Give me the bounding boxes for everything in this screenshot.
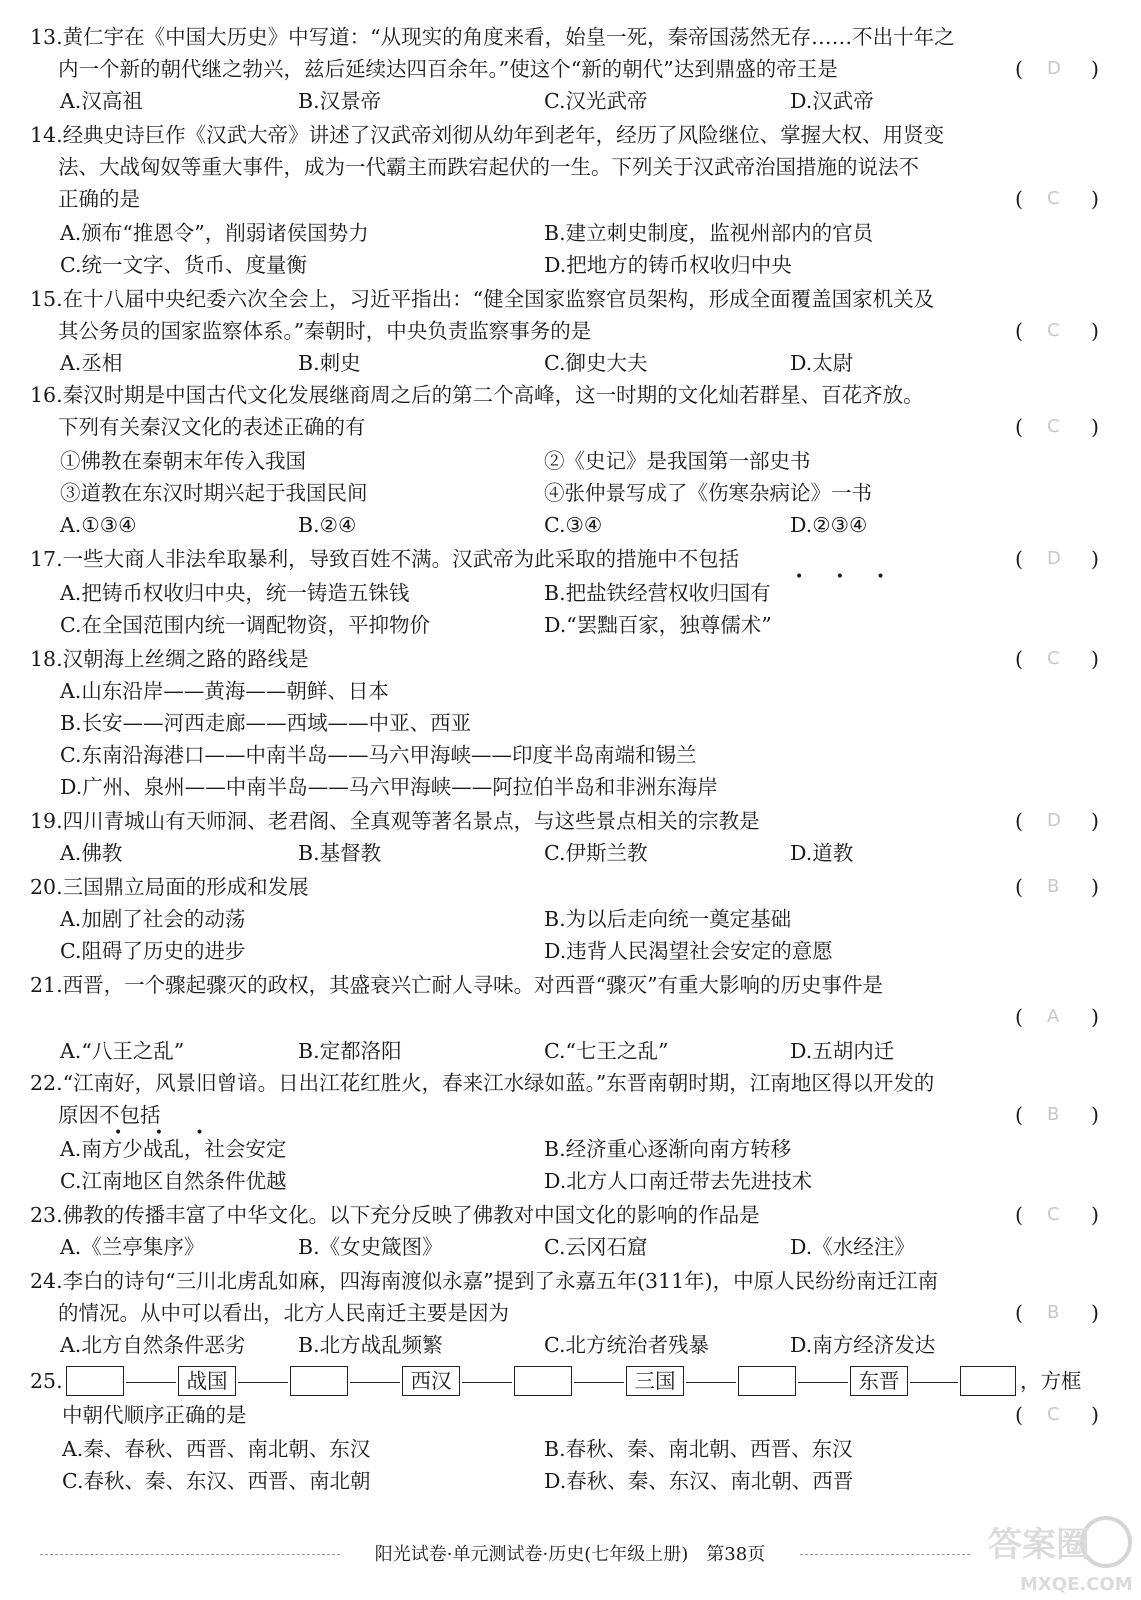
q25-option-a: A.秦、春秋、西晋、南北朝、东汉 [62, 1437, 371, 1461]
q13-stem-line2: 内一个新的朝代继之勃兴，兹后延续达四百余年。”使这个“新的朝代”达到鼎盛的帝王是 [58, 57, 838, 81]
q16-item-3: ③道教在东汉时期兴起于我国民间 [60, 481, 368, 505]
q13-option-c: C.汉光武帝 [544, 89, 648, 113]
q24-option-b: B.北方战乱频繁 [298, 1333, 443, 1357]
q25-option-c: C.春秋、秦、东汉、西晋、南北朝 [62, 1469, 371, 1493]
q18-option-b: B.长安——河西走廊——西域——中亚、西亚 [60, 711, 472, 735]
timeline-dash [686, 1382, 736, 1383]
timeline-dash [798, 1382, 848, 1383]
q25-option-b: B.春秋、秦、南北朝、西晋、东汉 [544, 1437, 853, 1461]
timeline-dash [462, 1382, 512, 1383]
q21-option-d: D.五胡内迁 [790, 1039, 895, 1063]
blank-box-3 [514, 1366, 572, 1396]
blank-box-2 [290, 1366, 348, 1396]
timeline-dash [350, 1382, 400, 1383]
q19-option-a: A.佛教 [60, 841, 123, 865]
q22-stem-line1: 22.“江南好，风景旧曾谙。日出江花红胜火，春来江水绿如蓝。”东晋南朝时期，江南地区得以开发的 [30, 1071, 935, 1095]
q15-option-a: A.丞相 [60, 351, 123, 375]
dynasty-box-dongjin: 东晋 [850, 1366, 908, 1396]
q17-option-b: B.把盐铁经营权收归国有 [544, 581, 771, 605]
q16-stem-line1: 16.秦汉时期是中国古代文化发展继商周之后的第二个高峰，这一时期的文化灿若群星、百花齐放。 [30, 383, 924, 407]
timeline-dash [126, 1382, 176, 1383]
q17-option-d: D.“罢黜百家，独尊儒术” [544, 613, 772, 637]
q15-stem-line2: 其公务员的国家监察体系。”秦朝时，中央负责监察事务的是 [58, 319, 592, 343]
q19-option-b: B.基督教 [298, 841, 382, 865]
watermark-icon [980, 1500, 1140, 1600]
q19-option-d: D.道教 [790, 841, 854, 865]
q14-option-b: B.建立刺史制度，监视州部内的官员 [544, 221, 874, 245]
emphasis-dots: • • • [114, 1125, 218, 1141]
q24-option-a: A.北方自然条件恶劣 [60, 1333, 246, 1357]
dynasty-box-xihan: 西汉 [402, 1366, 460, 1396]
dynasty-box-zhanguo: 战国 [178, 1366, 236, 1396]
q24-stem-line1: 24.李白的诗句“三川北虏乱如麻，四海南渡似永嘉”提到了永嘉五年(311年)，中原人民纷纷南迁江南 [30, 1269, 939, 1293]
q22-stem-line2: 原因不包括 [58, 1103, 161, 1127]
timeline-dash [238, 1382, 288, 1383]
q24-stem-line2: 的情况。从中可以看出，北方人民南迁主要是因为 [58, 1301, 509, 1325]
q21-stem-line1: 21.西晋，一个骤起骤灭的政权，其盛衰兴亡耐人寻味。对西晋“骤灭”有重大影响的历史事件是 [30, 973, 884, 997]
q23-option-b: B.《女史箴图》 [298, 1235, 443, 1259]
q18-option-a: A.山东沿岸——黄海——朝鲜、日本 [60, 679, 389, 703]
timeline-dash [910, 1382, 958, 1383]
blank-box-5 [960, 1366, 1016, 1396]
q16-item-4: ④张仲景写成了《伤寒杂病论》一书 [544, 481, 872, 505]
q19-stem-line1: 19.四川青城山有天师洞、老君阁、全真观等著名景点，与这些景点相关的宗教是 [30, 809, 760, 833]
q23-option-d: D.《水经注》 [790, 1235, 915, 1259]
q22-option-d: D.北方人口南迁带去先进技术 [544, 1169, 813, 1193]
q21-option-c: C.“七王之乱” [544, 1039, 669, 1063]
q14-stem-line2: 法、大战匈奴等重大事件，成为一代霸主而跌宕起伏的一生。下列关于汉武帝治国措施的说法不 [58, 155, 919, 179]
q16-option-b: B.②④ [298, 513, 357, 537]
q20-option-c: C.阻碍了历史的进步 [60, 939, 246, 963]
q13-option-b: B.汉景帝 [298, 89, 382, 113]
q13-option-d: D.汉武帝 [790, 89, 874, 113]
q14-option-d: D.把地方的铸币权收归中央 [544, 253, 792, 277]
q15-stem-line1: 15.在十八届中央纪委六次全会上，习近平指出：“健全国家监察官员架构，形成全面覆盖国家机关及 [30, 287, 935, 311]
q15-option-b: B.刺史 [298, 351, 361, 375]
footer-text: 阳光试卷·单元测试卷·历史(七年级上册) 第38页 [374, 1544, 766, 1565]
q25-stem-tail: ，方框 [1020, 1369, 1082, 1393]
q25-option-d: D.春秋、秦、东汉、南北朝、西晋 [544, 1469, 854, 1493]
q14-stem-line3: 正确的是 [58, 187, 140, 211]
q20-stem-line1: 20.三国鼎立局面的形成和发展 [30, 875, 309, 899]
q23-stem-line1: 23.佛教的传播丰富了中华文化。以下充分反映了佛教对中国文化的影响的作品是 [30, 1203, 760, 1227]
q22-option-b: B.经济重心逐渐向南方转移 [544, 1137, 792, 1161]
q16-option-c: C.③④ [544, 513, 603, 537]
footer-rule-left [40, 1554, 340, 1555]
footer-rule-right [800, 1554, 970, 1555]
q14-option-c: C.统一文字、货币、度量衡 [60, 253, 307, 277]
q22-option-a: A.南方少战乱，社会安定 [60, 1137, 287, 1161]
q25-number: 25. [30, 1369, 63, 1393]
q21-option-b: B.定都洛阳 [298, 1039, 402, 1063]
q18-option-d: D.广州、泉州——中南半岛——马六甲海峡——阿拉伯半岛和非洲东海岸 [60, 775, 718, 799]
emphasis-dots: • • • [795, 569, 899, 585]
q16-stem-line2: 下列有关秦汉文化的表述正确的有 [58, 415, 366, 439]
timeline-dash [574, 1382, 624, 1383]
exam-page: 13.黄仁宇在《中国大历史》中写道：“从现实的角度来看，始皇一死，秦帝国荡然无存……不出十年之 内一个新的朝代继之勃兴，兹后延续达四百余年。”使这个“新的朝代”达到鼎盛的帝王是 ( D ) A.汉高祖 B.汉景帝 C.汉光武帝 D.汉武帝 14.经典史诗巨作《汉武大帝》讲述了汉武帝刘彻从幼年到老年，经历了风险继位、掌握大权、用贤变 法、大战匈奴等重大事件，成为一代霸主而跌宕起伏的一生。下列关于汉武帝治国措施的说法不 正确的是 ( C ) A.颁布“推恩令”，削弱诸侯国势力 B.建立刺史制度，监视州部内的官员 C.统一文字、货币、度量衡 D.把地方的铸币权收归中央 15.在十八届中央纪委六次全会上，习近平指出：“健全国家监察官员架构，形成全面覆盖国家机关及 其公务员的国家监察体系。”秦朝时，中央负责监察事务的是 ( C ) A.丞相 B.刺史 C.御史大夫 D.太尉 16.秦汉时期是中国古代文化发展继商周之后的第二个高峰，这一时期的文化灿若群星、百花齐放。 下列有关秦汉文化的表述正确的有 ( C ) ①佛教在秦朝末年传入我国 ②《史记》是我国第一部史书 ③道教在东汉时期兴起于我国民间 ④张仲景写成了《伤寒杂病论》一书 A.①③④ B.②④ C.③④ D.②③④ 17.一些大商人非法牟取暴利，导致百姓不满。汉武帝为此采取的措施中不包括 • • • ( D ) A.把铸币权收归中央，统一铸造五铢钱 B.把盐铁经营权收归国有 C.在全国范围内统一调配物资，平抑物价 D.“罢黜百家，独尊儒术” 18.汉朝海上丝绸之路的路线是 ( C ) A.山东沿岸——黄海——朝鲜、日本 B.长安——河西走廊——西域——中亚、西亚 C.东南沿海港口——中南半岛——马六甲海峡——印度半岛南端和锡兰 D.广州、泉州——中南半岛——马六甲海峡——阿拉伯半岛和非洲东海岸 19.四川青城山有天师洞、老君阁、全真观等著名景点，与这些景点相关的宗教是 ( D ) A.佛教 B.基督教 C.伊斯兰教 D.道教 20.三国鼎立局面的形成和发展 ( B ) A.加剧了社会的动荡 B.为以后走向统一奠定基础 C.阻碍了历史的进步 D.违背人民渴望社会安定的意愿 21.西晋，一个骤起骤灭的政权，其盛衰兴亡耐人寻味。对西晋“骤灭”有重大影响的历史事件是 ( A ) A.“八王之乱” B.定都洛阳 C.“七王之乱” D.五胡内迁 22.“江南好，风景旧曾谙。日出江花红胜火，春来江水绿如蓝。”东晋南朝时期，江南地区得以开发的 原因不包括 • • • ( B ) A.南方少战乱，社会安定 B.经济重心逐渐向南方转移 C.江南地区自然条件优越 D.北方人口南迁带去先进技术 23.佛教的传播丰富了中华文化。以下充分反映了佛教对中国文化的影响的作品是 ( C ) A.《兰亭集序》 B.《女史箴图》 C.云冈石窟 D.《水经注》 24.李白的诗句“三川北虏乱如麻，四海南渡似永嘉”提到了永嘉五年(311年)，中原人民纷纷南迁江南 的情况。从中可以看出，北方人民南迁主要是因为 ( B ) A.北方自然条件恶劣 B.北方战乱频繁 C.北方统治者残暴 D.南方经济发达 25. 战国 西汉 三国 东晋 ，方框 中朝代顺序正确的是 ( C ) A.秦、春秋、西晋、南北朝、东汉 B.春秋、秦、南北朝、西晋、东汉 C.春秋、秦、东汉、西晋、南北朝 D.春秋、秦、东汉、南北朝、西晋 阳光试卷·单元测试卷·历史(七年级上册) 第38页 答案圈 MXQE.COM [0, 0, 1141, 1600]
q15-option-c: C.御史大夫 [544, 351, 648, 375]
watermark-logo [980, 1500, 1140, 1600]
q23-option-c: C.云冈石窟 [544, 1235, 648, 1259]
q17-option-c: C.在全国范围内统一调配物资，平抑物价 [60, 613, 430, 637]
q16-option-a: A.①③④ [60, 513, 137, 537]
blank-box-4 [738, 1366, 796, 1396]
q19-option-c: C.伊斯兰教 [544, 841, 648, 865]
q13-stem-line1: 13.黄仁宇在《中国大历史》中写道：“从现实的角度来看，始皇一死，秦帝国荡然无存……不出十年之 [30, 25, 955, 49]
q16-option-d: D.②③④ [790, 513, 868, 537]
page-footer [0, 1540, 1141, 1570]
q20-option-b: B.为以后走向统一奠定基础 [544, 907, 792, 931]
q22-option-c: C.江南地区自然条件优越 [60, 1169, 287, 1193]
q16-item-2: ②《史记》是我国第一部史书 [544, 449, 811, 473]
dynasty-box-sanguo: 三国 [626, 1366, 684, 1396]
q20-option-a: A.加剧了社会的动荡 [60, 907, 246, 931]
q14-stem-line1: 14.经典史诗巨作《汉武大帝》讲述了汉武帝刘彻从幼年到老年，经历了风险继位、掌握大权、用贤变 [30, 123, 945, 147]
q17-stem-line1: 17.一些大商人非法牟取暴利，导致百姓不满。汉武帝为此采取的措施中不包括 [30, 547, 740, 571]
q25-stem-line2: 中朝代顺序正确的是 [62, 1403, 247, 1427]
q20-option-d: D.违背人民渴望社会安定的意愿 [544, 939, 833, 963]
blank-box-1 [66, 1366, 124, 1396]
q18-option-c: C.东南沿海港口——中南半岛——马六甲海峡——印度半岛南端和锡兰 [60, 743, 697, 767]
q23-option-a: A.《兰亭集序》 [60, 1235, 205, 1259]
q21-option-a: A.“八王之乱” [60, 1039, 185, 1063]
q17-option-a: A.把铸币权收归中央，统一铸造五铢钱 [60, 581, 410, 605]
q13-option-a: A.汉高祖 [60, 89, 143, 113]
watermark-bottom-text: MXQE.COM [1020, 1574, 1133, 1595]
watermark-top-text: 答案圈 [988, 1525, 1090, 1565]
q24-option-d: D.南方经济发达 [790, 1333, 936, 1357]
q18-stem-line1: 18.汉朝海上丝绸之路的路线是 [30, 647, 309, 671]
q15-option-d: D.太尉 [790, 351, 854, 375]
q16-item-1: ①佛教在秦朝末年传入我国 [60, 449, 306, 473]
q24-option-c: C.北方统治者残暴 [544, 1333, 709, 1357]
q14-option-a: A.颁布“推恩令”，削弱诸侯国势力 [60, 221, 369, 245]
